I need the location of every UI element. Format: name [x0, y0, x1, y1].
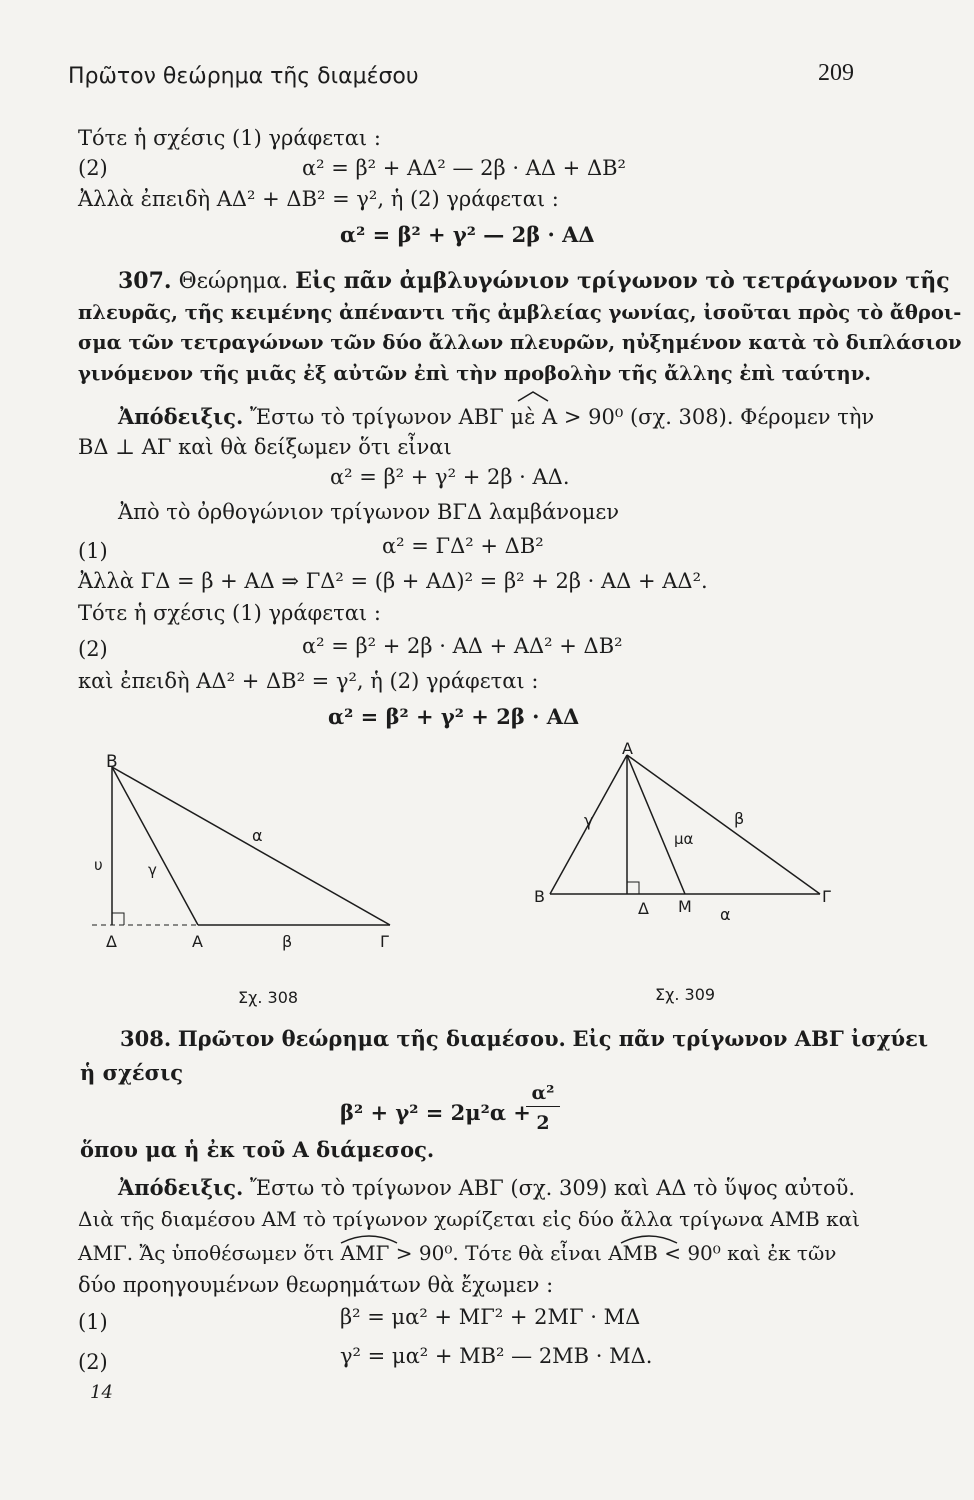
proof-line: Ἀλλὰ ΓΔ = β + ΑΔ ⇒ ΓΔ² = (β + ΑΔ)² = β² + 2β · ΑΔ + ΑΔ².	[78, 569, 708, 593]
text-line: Τότε ἡ σχέσις (1) γράφεται :	[78, 126, 381, 150]
figure-caption: Σχ. 309	[655, 985, 716, 1004]
running-header: Πρῶτον θεώρημα τῆς διαμέσου	[68, 64, 419, 89]
theorem-number: 308.	[120, 1026, 172, 1051]
theorem-text: Εἰς πᾶν τρίγωνον ΑΒΓ ἰσχύει	[572, 1026, 929, 1051]
proof-line: Ἀπόδειξις. Ἔστω τὸ τρίγωνον ΑΒΓ (σχ. 309) καὶ ΑΔ τὸ ὕψος αὐτοῦ.	[118, 1175, 856, 1200]
label-A: Α	[192, 932, 203, 951]
label-a: α	[252, 826, 263, 845]
label-M: Μ	[678, 897, 692, 916]
result-equation: α² = β² + γ² — 2β · ΑΔ	[340, 222, 595, 247]
theorem-title: Πρῶτον θεώρημα τῆς διαμέσου.	[177, 1026, 566, 1051]
equation: α² = ΓΔ² + ΔΒ²	[382, 534, 544, 558]
theorem-text: πλευρᾶς, τῆς κειμένης ἀπέναντι τῆς ἀμβλείας γωνίας, ἰσοῦται πρὸς τὸ ἄθροι-	[78, 301, 962, 324]
proof-line: Ἀπὸ τὸ ὀρθογώνιον τρίγωνον ΒΓΔ λαμβάνομεν	[118, 500, 619, 524]
label-b: β	[282, 932, 293, 951]
proof-label: Ἀπόδειξις.	[118, 404, 244, 429]
figure-caption: Σχ. 308	[238, 988, 299, 1007]
label-b: β	[734, 809, 745, 828]
proof-line: καὶ ἐπειδὴ ΑΔ² + ΔΒ² = γ², ἡ (2) γράφεται :	[78, 669, 539, 693]
theorem-308-heading	[120, 1026, 928, 1052]
proof-line: δύο προηγουμένων θεωρημάτων θὰ ἔχωμεν :	[78, 1273, 554, 1297]
theorem-text: σμα τῶν τετραγώνων τῶν δύο ἄλλων πλευρῶν, ηὐξημένον κατὰ τὸ διπλάσιον	[78, 331, 962, 354]
label-a: α	[720, 905, 731, 924]
equation-number: (1)	[78, 539, 108, 563]
label-u: υ	[94, 856, 103, 874]
proof-label: Ἀπόδειξις.	[118, 1175, 244, 1200]
theorem-text: γινόμενον τῆς μιᾶς ἐξ αὐτῶν ἐπὶ τὴν προβολὴν τῆς ἄλλης ἐπὶ ταύτην.	[78, 362, 872, 385]
theorem-text: ἡ σχέσις	[80, 1060, 184, 1085]
proof-line: Διὰ τῆς διαμέσου ΑΜ τὸ τρίγωνον χωρίζεται εἰς δύο ἄλλα τρίγωνα ΑΜΒ καὶ	[78, 1207, 860, 1231]
equation: β² = μα² + ΜΓ² + 2ΜΓ · ΜΔ	[340, 1305, 641, 1329]
proof-line: Τότε ἡ σχέσις (1) γράφεται :	[78, 601, 381, 625]
figure-309	[520, 740, 850, 960]
equation: α² = β² + ΑΔ² — 2β · ΑΔ + ΔΒ²	[302, 156, 626, 180]
label-B: Β	[106, 752, 118, 772]
proof-line: ΒΔ ⊥ ΑΓ καὶ θὰ δείξωμεν ὅτι εἶναι	[78, 435, 452, 459]
text-line: Ἀλλὰ ἐπειδὴ ΑΔ² + ΔΒ² = γ², ἡ (2) γράφεται :	[78, 187, 559, 211]
label-G: Γ	[822, 887, 831, 906]
angle-arc-mark	[514, 389, 554, 403]
theorem-equation: β² + γ² = 2μ²α +	[340, 1100, 531, 1125]
theorem-number: 307.	[118, 268, 172, 294]
side-BG	[112, 767, 390, 925]
label-median: μα	[674, 830, 694, 848]
fraction-denominator: 2	[536, 1112, 550, 1134]
label-G: Γ	[380, 932, 389, 951]
theorem-307-heading	[118, 268, 950, 295]
page-number: 209	[818, 60, 854, 86]
fraction-numerator: α²	[531, 1082, 555, 1104]
equation-number: (2)	[78, 156, 108, 180]
theorem-name: Θεώρημα.	[178, 269, 289, 294]
proof-line: ΑΜΓ. Ἄς ὑποθέσωμεν ὅτι ΑΜΓ > 90⁰. Τότε θὰ εἶναι ΑΜΒ < 90⁰ καὶ ἐκ τῶν	[78, 1241, 837, 1265]
equation: α² = β² + 2β · ΑΔ + ΑΔ² + ΔΒ²	[302, 634, 623, 658]
equation: α² = β² + γ² + 2β · ΑΔ.	[330, 465, 570, 489]
theorem-text: Εἰς πᾶν ἀμβλυγώνιον τρίγωνον τὸ τετράγωνον τῆς	[295, 268, 950, 294]
label-A: Α	[622, 740, 633, 758]
result-equation: α² = β² + γ² + 2β · ΑΔ	[328, 704, 580, 729]
label-B: Β	[534, 887, 545, 906]
equation: γ² = μα² + ΜΒ² — 2ΜΒ · ΜΔ.	[340, 1344, 653, 1368]
figure-308	[80, 745, 410, 965]
fraction-bar	[526, 1106, 560, 1107]
right-angle-mark	[627, 882, 639, 894]
sheet-signature: 14	[90, 1382, 113, 1403]
label-c: γ	[584, 811, 594, 830]
right-angle-mark	[112, 913, 124, 925]
theorem-text: ὅπου μα ἡ ἐκ τοῦ Α διάμεσος.	[80, 1137, 435, 1162]
label-c: γ	[148, 861, 157, 879]
equation-number: (1)	[78, 1310, 108, 1334]
proof-line: Ἀπόδειξις. Ἔστω τὸ τρίγωνον ΑΒΓ μὲ Α > 90⁰ (σχ. 308). Φέρομεν τὴν	[118, 404, 875, 429]
equation-number: (2)	[78, 1350, 108, 1374]
label-D: Δ	[638, 899, 649, 918]
equation-number: (2)	[78, 637, 108, 661]
label-D: Δ	[106, 932, 117, 951]
